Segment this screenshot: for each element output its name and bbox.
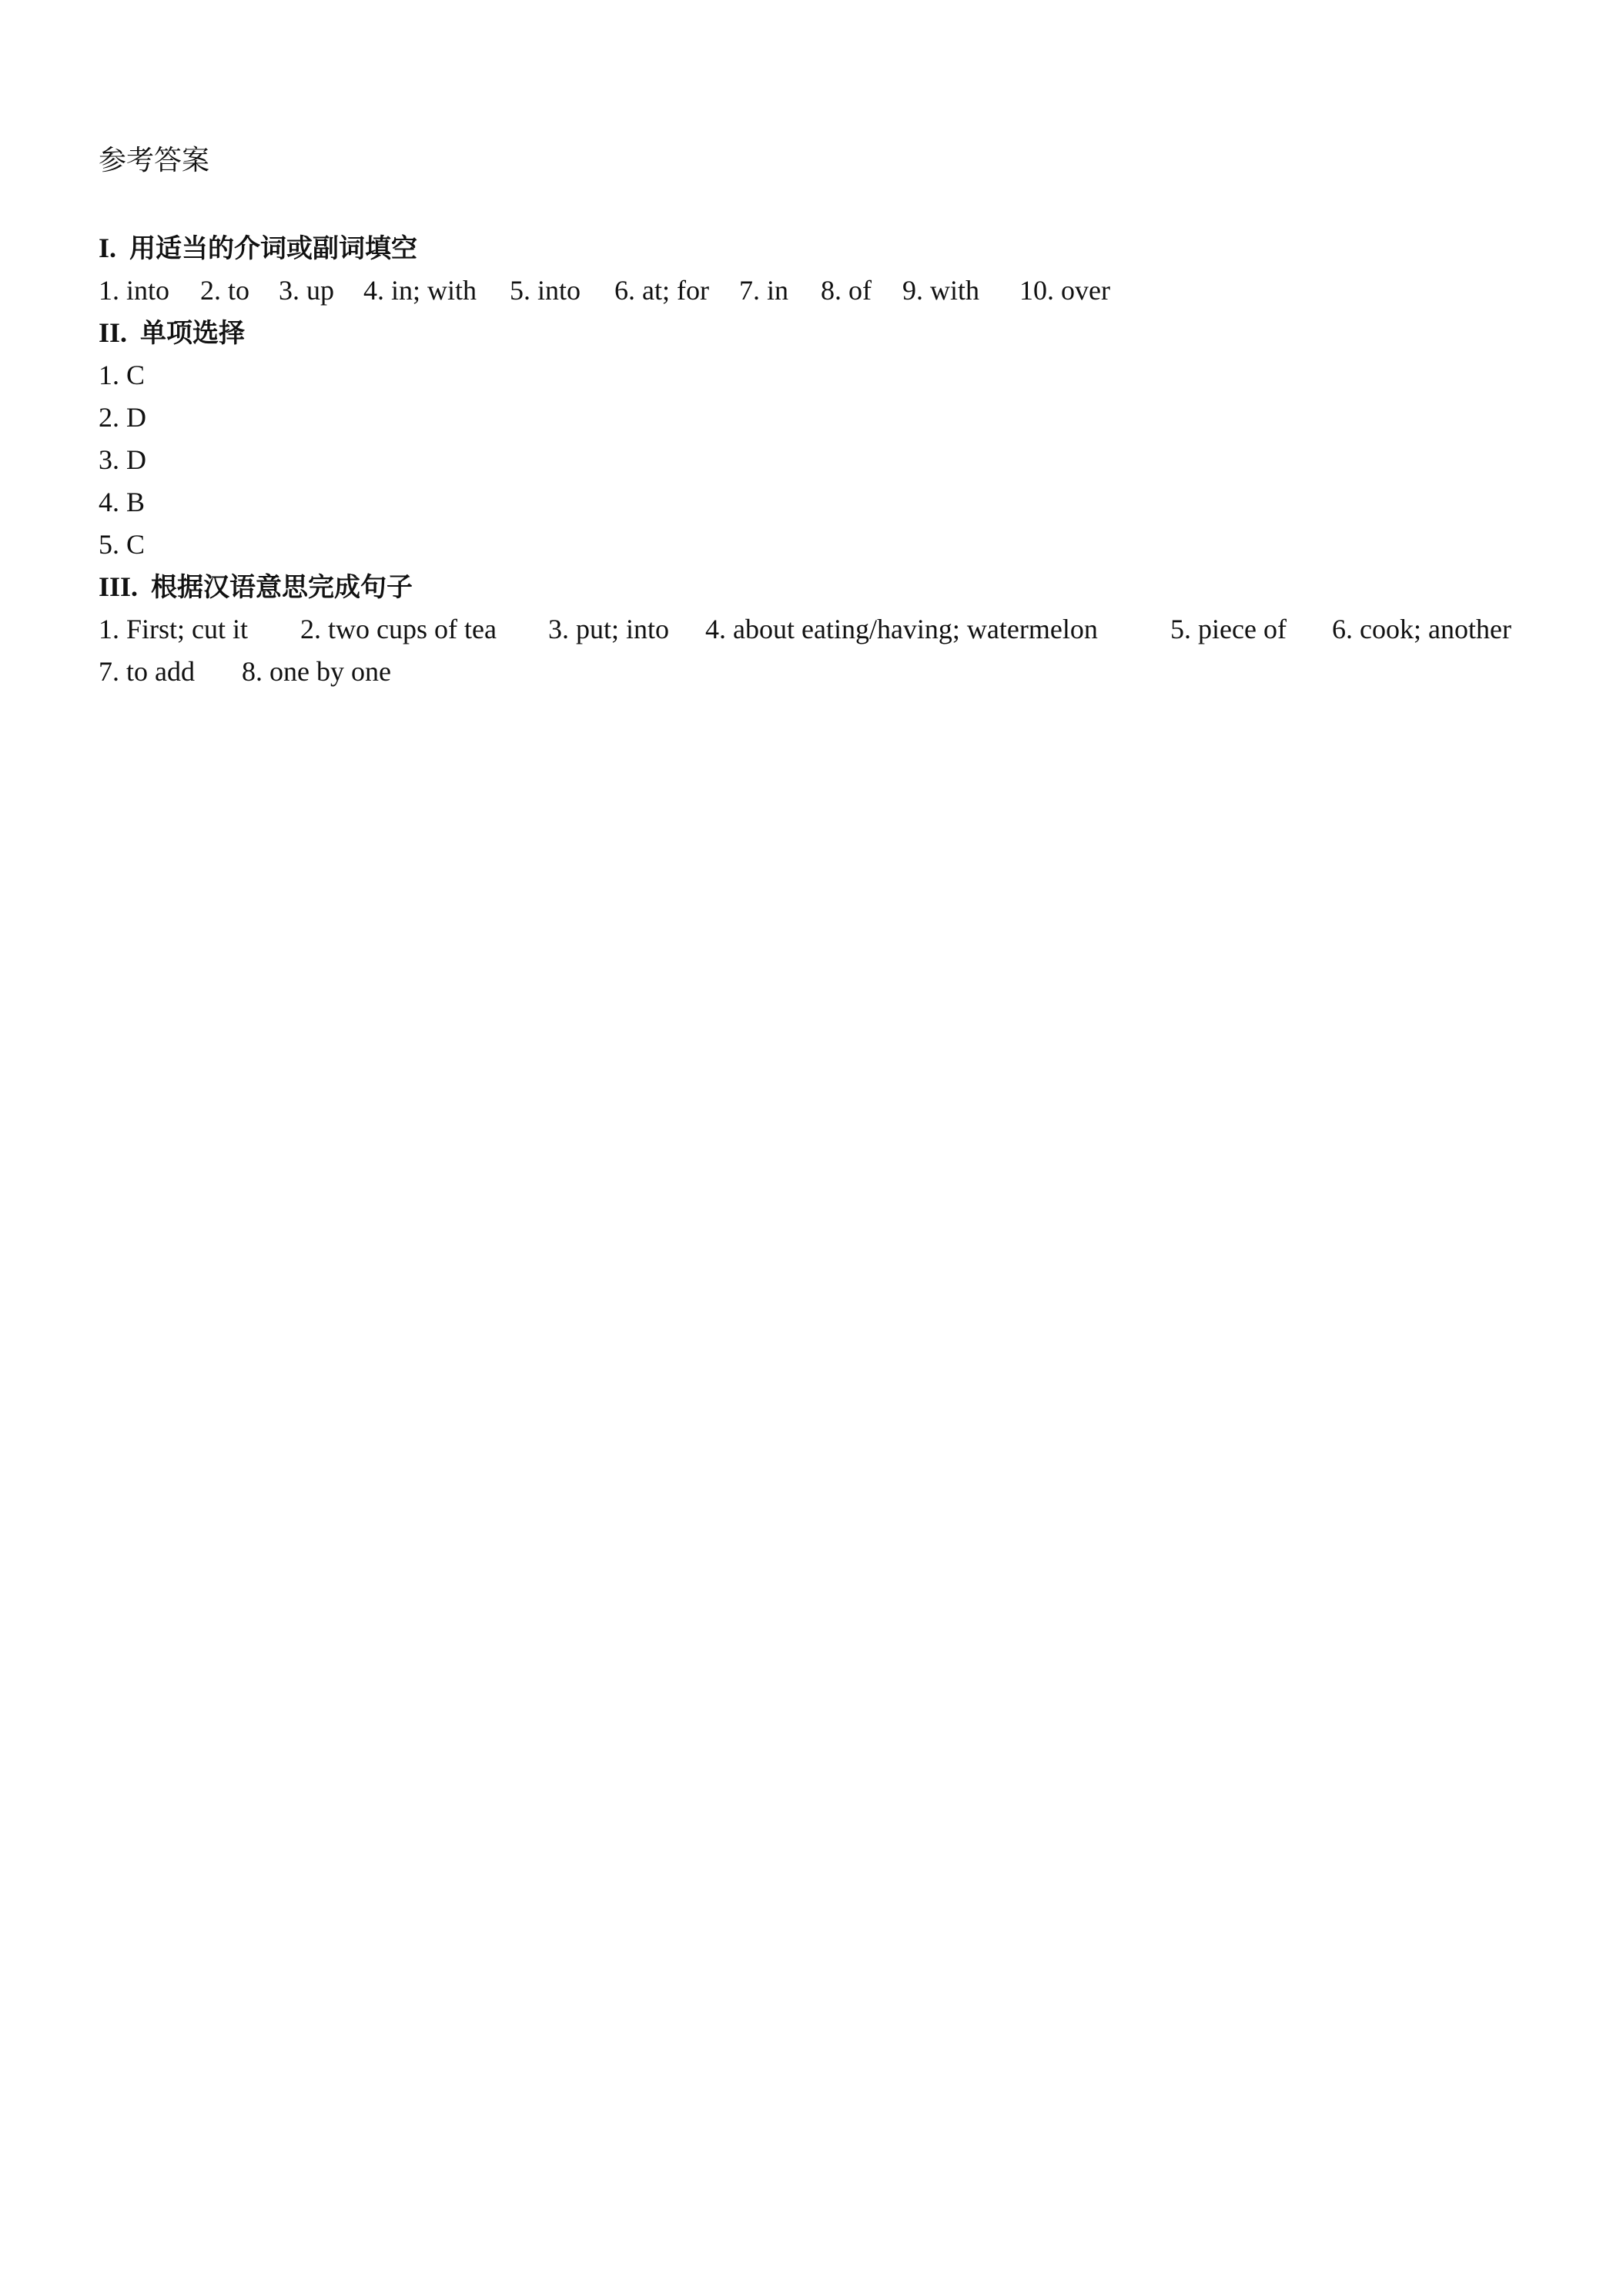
answer-item: 8. of (821, 275, 872, 306)
section-1-heading (99, 231, 417, 266)
section-3-heading (99, 570, 413, 604)
answer-item: 9. with (902, 275, 980, 306)
answer-item: 4. about eating/having; watermelon (705, 614, 1098, 644)
list-item: 4. B (99, 487, 146, 517)
answer-item: 2. two cups of tea (300, 614, 497, 644)
answer-item: 1. into (99, 275, 170, 306)
answer-item: 1. First; cut it (99, 614, 249, 644)
page-title: 参考答案 (99, 145, 210, 176)
answer-item: 3. put; into (548, 614, 670, 644)
answer-item: 3. up (279, 275, 334, 306)
section-1-title: 用适当的介词或副词填空 (129, 233, 418, 264)
list-item: 5. C (99, 529, 146, 560)
answer-item: 6. at; for (614, 275, 709, 306)
section-2-heading (99, 316, 245, 350)
section-2-numeral: II. (99, 317, 128, 348)
answer-item: 5. piece of (1170, 614, 1287, 644)
list-item: 3. D (99, 444, 146, 475)
section-1-numeral: I. (99, 233, 117, 263)
answer-item: 5. into (510, 275, 581, 306)
answer-item: 6. cook; another (1332, 614, 1511, 644)
answer-item: 4. in; with (363, 275, 477, 306)
section-3-numeral: III. (99, 571, 139, 602)
section-3-title: 根据汉语意思完成句子 (151, 572, 413, 603)
section-2-title: 单项选择 (140, 318, 246, 349)
answer-item: 8. one by one (242, 656, 391, 687)
answer-item: 7. to add (99, 656, 195, 687)
answer-item: 10. over (1019, 275, 1110, 306)
list-item: 2. D (99, 402, 146, 433)
answer-item: 2. to (200, 275, 250, 306)
list-item: 1. C (99, 360, 146, 390)
answer-item: 7. in (739, 275, 789, 306)
